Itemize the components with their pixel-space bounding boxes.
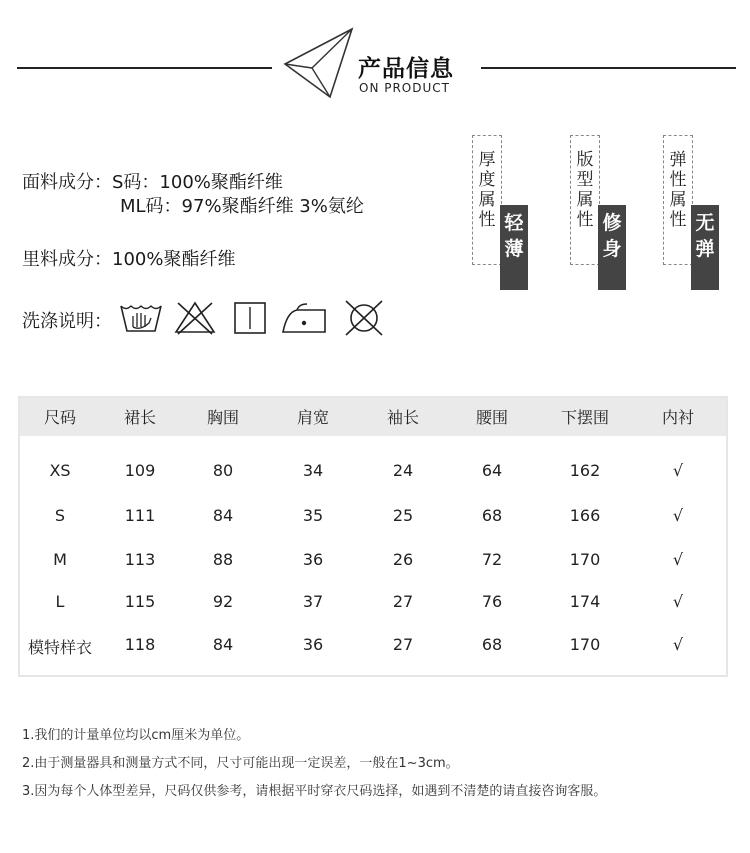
table-header-cell: 内衬 [661,408,694,427]
table-cell: 27 [392,592,414,611]
table-cell: 84 [212,506,234,525]
attribute-value: 无弹 [691,205,719,290]
table-cell: 27 [392,635,414,654]
table-header-cell: 尺码 [43,408,76,427]
table-header-cell: 下摆围 [560,408,609,427]
table-cell: 118 [124,635,156,654]
table-cell: 34 [302,461,324,480]
attribute-value: 修身 [598,205,626,290]
table-cell: √ [672,592,684,611]
note-2: 2.由于测量器具和测量方式不同，尺寸可能出现一定误差，一般在1~3cm。 [22,756,459,771]
note-1: 1.我们的计量单位均以cm厘米为单位。 [22,728,250,743]
table-cell: L [55,592,65,611]
care-label: 洗涤说明： [22,311,112,332]
table-cell: 162 [569,461,601,480]
table-cell: 88 [212,550,234,569]
table-cell: 37 [302,592,324,611]
do-not-bleach-icon [172,299,218,337]
do-not-tumble-dry-icon [339,299,389,337]
table-cell: 模特样衣 [27,638,92,657]
table-header-cell: 肩宽 [296,408,329,427]
table-cell: 92 [212,592,234,611]
table-cell: 84 [212,635,234,654]
table-header-cell: 胸围 [206,408,239,427]
outer-fabric-line1 [22,168,283,194]
iron-low-icon [279,299,329,337]
lining-fabric-value: 100%聚酯纤维 [112,249,236,270]
table-cell: 166 [569,506,601,525]
table-cell: √ [672,506,684,525]
header-divider-right [481,67,736,69]
table-header-cell: 裙长 [123,408,156,427]
hand-wash-icon [118,299,164,337]
table-cell: 25 [392,506,414,525]
header-divider-left [17,67,272,69]
table-header-cell: 袖长 [386,408,419,427]
table-cell: 68 [481,506,503,525]
table-cell: √ [672,550,684,569]
page-subtitle: ON PRODUCT [359,81,450,95]
table-cell: √ [672,461,684,480]
table-cell: 72 [481,550,503,569]
attribute-label: 厚度属性 [478,150,496,230]
table-cell: 109 [124,461,156,480]
lining-fabric-line [22,245,235,271]
note-3: 3.因为每个人体型差异，尺码仅供参考，请根据平时穿衣尺码选择，如遇到不清楚的请直接咨询客服。 [22,784,607,799]
table-cell: 26 [392,550,414,569]
table-cell: S [54,506,66,525]
outer-fabric-value1: S码：100%聚酯纤维 [112,172,283,193]
hang-dry-icon [231,299,269,337]
attribute-label: 弹性属性 [669,150,687,230]
table-cell: 170 [569,550,601,569]
paper-plane-triangle-icon [282,26,358,102]
table-cell: 24 [392,461,414,480]
table-cell: 111 [124,506,156,525]
table-cell: 64 [481,461,503,480]
table-cell: 76 [481,592,503,611]
table-cell: 68 [481,635,503,654]
table-cell: 80 [212,461,234,480]
table-cell: M [53,550,67,569]
table-cell: 35 [302,506,324,525]
table-cell: 36 [302,550,324,569]
table-cell: 36 [302,635,324,654]
table-cell: 174 [569,592,601,611]
outer-fabric-label: 面料成分： [22,172,112,193]
lining-fabric-label: 里料成分： [22,249,112,270]
page-title: 产品信息 [358,55,454,82]
table-cell: XS [49,461,71,480]
table-cell: √ [672,635,684,654]
attribute-label: 版型属性 [576,150,594,230]
table-cell: 170 [569,635,601,654]
table-header-cell: 腰围 [475,408,508,427]
outer-fabric-value2: ML码：97%聚酯纤维 3%氨纶 [120,196,364,217]
table-cell: 115 [124,592,156,611]
table-cell: 113 [124,550,156,569]
attribute-value: 轻薄 [500,205,528,290]
